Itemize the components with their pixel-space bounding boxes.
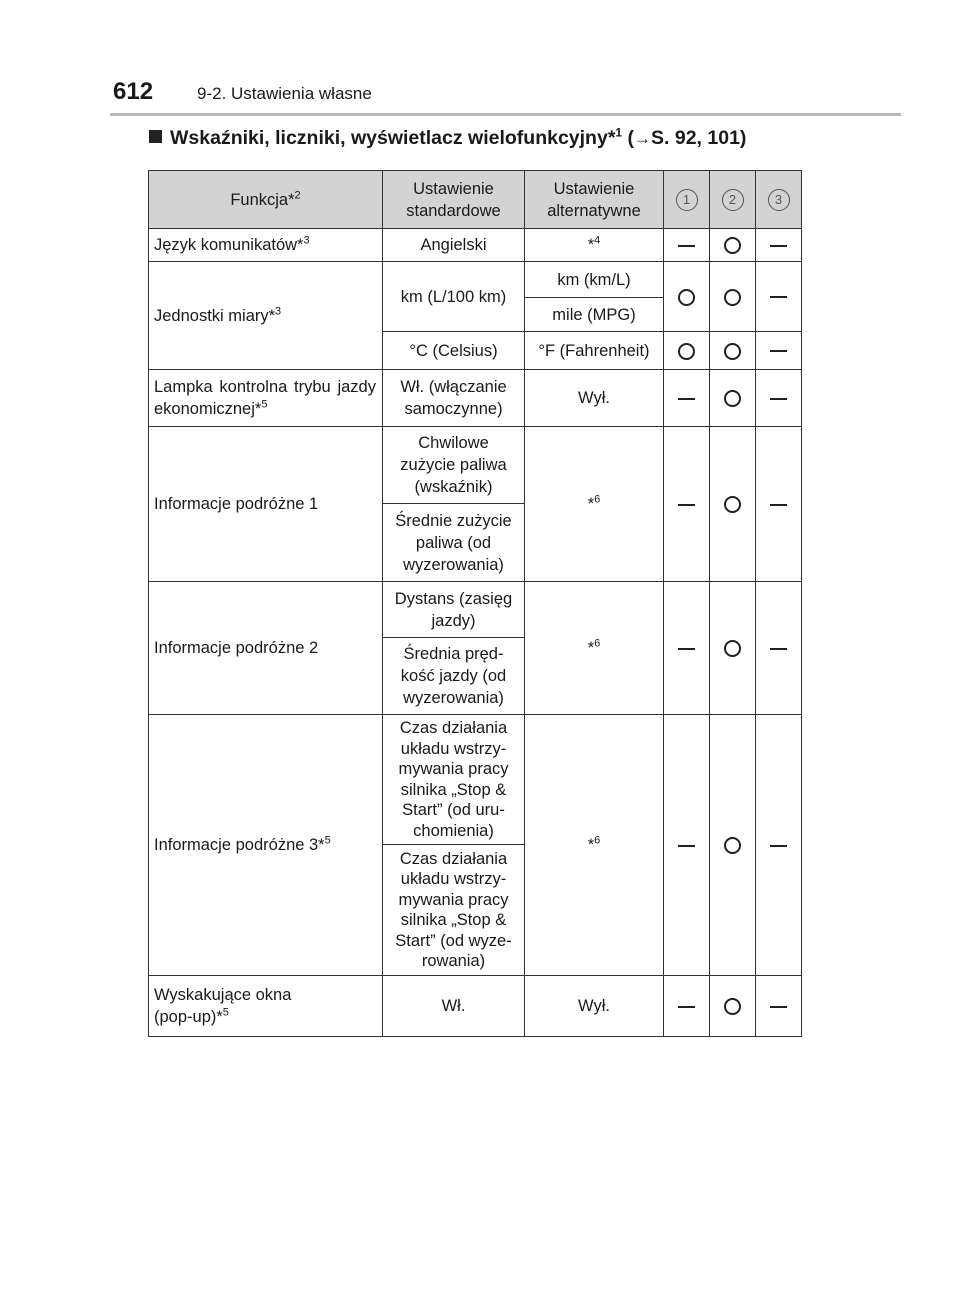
col-alternative-header: Ustawienie alternatywne (525, 171, 664, 229)
default-cell: Czas działania układu wstrzy- mywania pracy silnika „Stop & Start” (od wyze- rowania) (383, 845, 525, 976)
default-cell: km (L/100 km) (383, 262, 525, 332)
circle-mark (724, 237, 741, 254)
dash-mark (770, 245, 787, 247)
col-circled-2-header (710, 171, 756, 229)
page-reference: S. 92, 101) (651, 127, 747, 149)
table-row (149, 427, 802, 504)
col-default-header: Ustawienie standardowe (383, 171, 525, 229)
mark-cell (664, 332, 710, 370)
dash-mark (678, 845, 695, 847)
dash-mark (678, 648, 695, 650)
alternative-cell: *$^6$ (525, 582, 664, 715)
table-row (149, 582, 802, 638)
alternative-cell: *$^6$ (525, 715, 664, 976)
default-cell: Dystans (zasięg jazdy) (383, 582, 525, 638)
circle-mark (678, 343, 695, 360)
mark-cell (710, 976, 756, 1037)
mark-cell (710, 715, 756, 976)
default-cell: Angielski (383, 229, 525, 262)
dash-mark (678, 398, 695, 400)
arrow-right-icon: → (634, 129, 652, 148)
mark-cell (710, 262, 756, 332)
mark-cell (756, 976, 802, 1037)
col-circled-1-header (664, 171, 710, 229)
dash-mark (770, 350, 787, 352)
mark-cell (664, 582, 710, 715)
mark-cell (756, 582, 802, 715)
circle-mark (724, 496, 741, 513)
col-circled-3-header (756, 171, 802, 229)
dash-mark (770, 504, 787, 506)
circle-mark (724, 343, 741, 360)
header-divider (110, 113, 901, 116)
mark-cell (664, 976, 710, 1037)
mark-cell (710, 370, 756, 427)
circle-mark (724, 640, 741, 657)
settings-table (148, 170, 802, 1037)
mark-cell (664, 427, 710, 582)
default-cell: Średnie zużycie paliwa (od wyzerowania) (383, 504, 525, 582)
table-row (149, 229, 802, 262)
bullet-square-icon (149, 130, 162, 143)
dash-mark (770, 398, 787, 400)
default-cell: Wł. (włączanie samoczynne) (383, 370, 525, 427)
mark-cell (710, 427, 756, 582)
table-row (149, 976, 802, 1037)
table-row (149, 715, 802, 845)
page-number: 612 (113, 78, 154, 105)
table-header-row (149, 171, 802, 229)
dash-mark (770, 648, 787, 650)
mark-cell (756, 427, 802, 582)
dash-mark (678, 1006, 695, 1008)
default-cell: Czas działania układu wstrzy- mywania pracy silnika „Stop & Start” (od uru- chomienia) (383, 715, 525, 845)
dash-mark (770, 296, 787, 298)
mark-cell (710, 582, 756, 715)
circle-mark (678, 289, 695, 306)
mark-cell (710, 229, 756, 262)
default-cell: Chwilowe zużycie paliwa (wskaźnik) (383, 427, 525, 504)
mark-cell (756, 370, 802, 427)
circle-mark (724, 998, 741, 1015)
function-cell: Informacje podróżne 1 (149, 427, 383, 582)
function-cell: Wyskakujące okna (pop-up)*$^5$ (149, 976, 383, 1037)
table-row (149, 262, 802, 298)
section-heading: Wskaźniki, liczniki, wyświetlacz wielofunkcyjny*$^1$ (→S. 92, 101) (149, 127, 746, 150)
alternative-cell: °F (Fahrenheit) (525, 332, 664, 370)
circle-mark (724, 289, 741, 306)
function-cell: Informacje podróżne 2 (149, 582, 383, 715)
circle-mark (724, 837, 741, 854)
dash-mark (770, 1006, 787, 1008)
mark-cell (710, 332, 756, 370)
alternative-cell: km (km/L) (525, 262, 664, 298)
mark-cell (756, 229, 802, 262)
circled-2-icon: 2 (722, 189, 744, 211)
function-cell: Lampka kontrolna trybu jazdy ekonomicznej*$^5$ (149, 370, 383, 427)
default-cell: Średnia pręd- kość jazdy (od wyzerowania) (383, 638, 525, 715)
mark-cell (664, 229, 710, 262)
dash-mark (770, 845, 787, 847)
default-cell: °C (Celsius) (383, 332, 525, 370)
alternative-cell: Wył. (525, 976, 664, 1037)
mark-cell (664, 715, 710, 976)
alternative-cell: *$^6$ (525, 427, 664, 582)
circled-1-icon: 1 (676, 189, 698, 211)
mark-cell (756, 715, 802, 976)
mark-cell (664, 262, 710, 332)
dash-mark (678, 245, 695, 247)
function-cell: Język komunikatów*$^3$ (149, 229, 383, 262)
mark-cell (664, 370, 710, 427)
function-cell: Jednostki miary*$^3$ (149, 262, 383, 370)
circled-3-icon: 3 (768, 189, 790, 211)
section-title: 9-2. Ustawienia własne (197, 84, 372, 103)
function-cell: Informacje podróżne 3*$^5$ (149, 715, 383, 976)
alternative-cell: mile (MPG) (525, 298, 664, 332)
alternative-cell: Wył. (525, 370, 664, 427)
mark-cell (756, 332, 802, 370)
circle-mark (724, 390, 741, 407)
default-cell: Wł. (383, 976, 525, 1037)
col-function-header: Funkcja*$^2$ (149, 171, 383, 229)
table-row (149, 370, 802, 427)
alternative-cell: *$^4$ (525, 229, 664, 262)
mark-cell (756, 262, 802, 332)
dash-mark (678, 504, 695, 506)
